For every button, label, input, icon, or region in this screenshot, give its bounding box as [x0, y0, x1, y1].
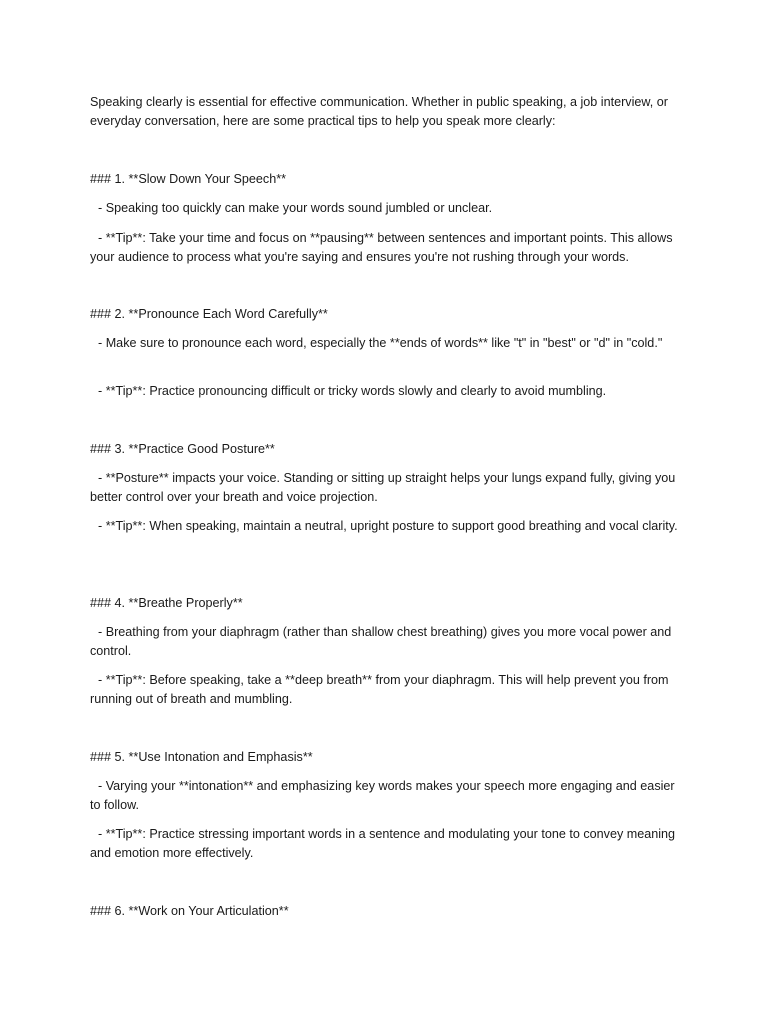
section-5-heading: ### 5. **Use Intonation and Emphasis** — [90, 750, 313, 764]
section-2-point-2: - **Tip**: Practice pronouncing difficult or tricky words slowly and clearly to avoid mumbling. — [98, 384, 607, 398]
section-2-heading: ### 2. **Pronounce Each Word Carefully** — [90, 307, 328, 321]
section-3-point-1: - **Posture** impacts your voice. Standing or sitting up straight helps your lungs expand fully, giving you better control over your breath and voice projection. — [90, 471, 676, 504]
section-1-point-2: - **Tip**: Take your time and focus on **pausing** between sentences and important points. This allows your audience to process what you're saying and ensures you're not rushing through your words. — [90, 231, 673, 264]
section-2-point-1: - Make sure to pronounce each word, especially the **ends of words** like "t" in "best" or "d" in "cold." — [98, 336, 663, 350]
section-1-heading: ### 1. **Slow Down Your Speech** — [90, 172, 287, 186]
section-4-heading: ### 4. **Breathe Properly** — [90, 596, 243, 610]
section-5-point-2: - **Tip**: Practice stressing important words in a sentence and modulating your tone to convey meaning and emotion more effectively. — [90, 827, 676, 860]
section-4-point-1: - Breathing from your diaphragm (rather than shallow chest breathing) gives you more vocal power and control. — [90, 625, 672, 658]
intro-paragraph: Speaking clearly is essential for effective communication. Whether in public speaking, a job interview, or everyday conversation, here are some practical tips to help you speak more clearly: — [90, 95, 668, 128]
section-3-point-2: - **Tip**: When speaking, maintain a neutral, upright posture to support good breathing and vocal clarity. — [98, 519, 678, 533]
section-4-point-2: - **Tip**: Before speaking, take a **deep breath** from your diaphragm. This will help prevent you from running out of breath and mumbling. — [90, 673, 669, 706]
section-1-point-1: - Speaking too quickly can make your words sound jumbled or unclear. — [98, 201, 493, 215]
section-5-point-1: - Varying your **intonation** and emphasizing key words makes your speech more engaging and easier to follow. — [90, 779, 675, 812]
section-6-heading: ### 6. **Work on Your Articulation** — [90, 904, 289, 918]
section-3-heading: ### 3. **Practice Good Posture** — [90, 442, 275, 456]
